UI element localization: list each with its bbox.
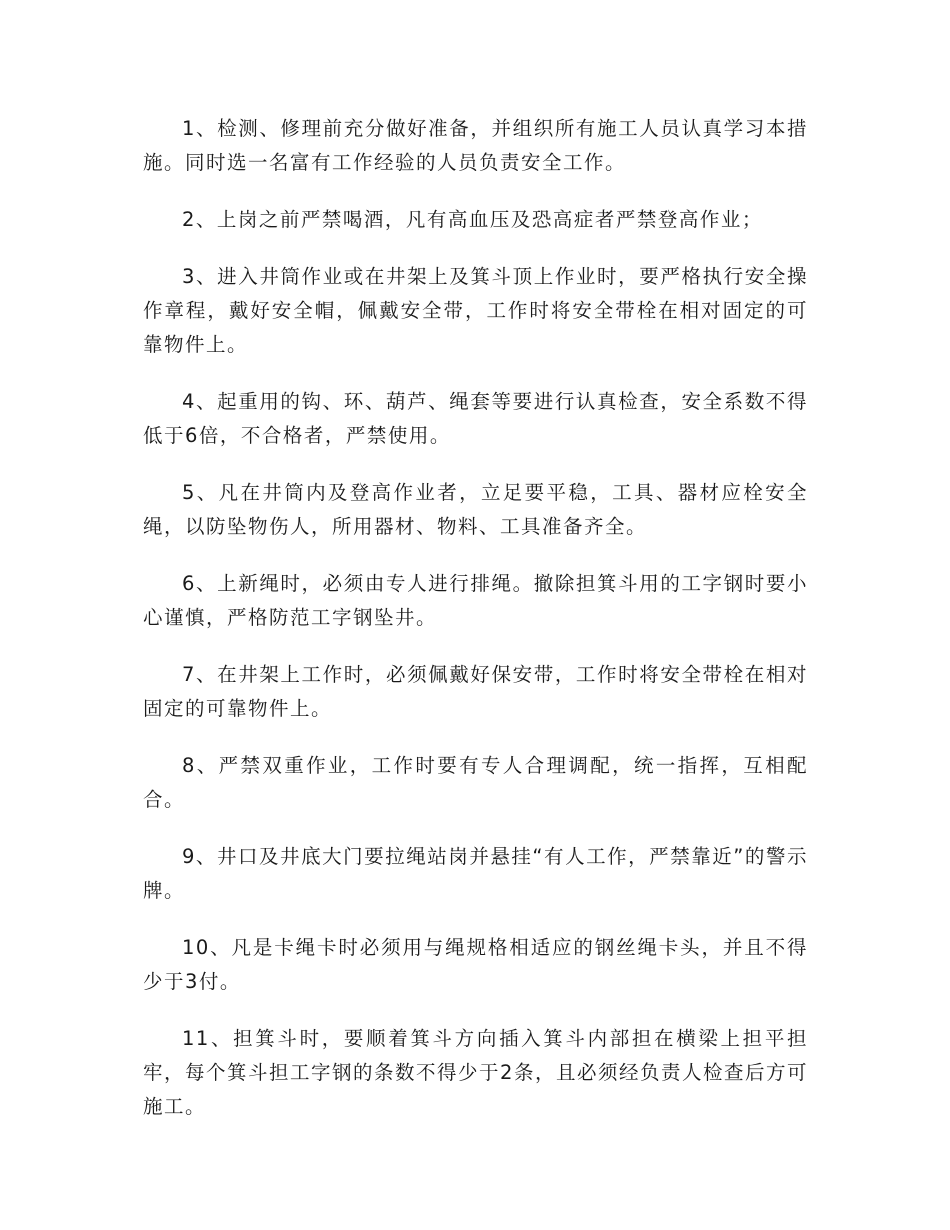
document-body bbox=[143, 112, 808, 1147]
paragraph-11: 11、担箕斗时，要顺着箕斗方向插入箕斗内部担在横梁上担平担牢，每个箕斗担工字钢的条数不得少于2条，且必须经负责人检查后方可施工。 bbox=[143, 1027, 808, 1118]
paragraph-3: 3、进入井筒作业或在井架上及箕斗顶上作业时，要严格执行安全操作章程，戴好安全帽，佩戴安全带，工作时将安全带栓在相对固定的可靠物件上。 bbox=[143, 265, 808, 356]
paragraph-5: 5、凡在井筒内及登高作业者，立足要平稳，工具、器材应栓安全绳，以防坠物伤人，所用器材、物料、工具准备齐全。 bbox=[143, 481, 808, 538]
paragraph-6: 6、上新绳时，必须由专人进行排绳。撤除担箕斗用的工字钢时要小心谨慎，严格防范工字钢坠井。 bbox=[143, 572, 808, 629]
paragraph-8: 8、严禁双重作业，工作时要有专人合理调配，统一指挥，互相配合。 bbox=[143, 754, 808, 811]
paragraph-2: 2、上岗之前严禁喝酒，凡有高血压及恐高症者严禁登高作业； bbox=[182, 208, 763, 231]
paragraph-10: 10、凡是卡绳卡时必须用与绳规格相适应的钢丝绳卡头，并且不得少于3付。 bbox=[143, 936, 808, 993]
paragraph-4: 4、起重用的钩、环、葫芦、绳套等要进行认真检查，安全系数不得低于6倍，不合格者，严禁使用。 bbox=[143, 390, 808, 447]
paragraph-1: 1、检测、修理前充分做好准备，并组织所有施工人员认真学习本措施。同时选一名富有工作经验的人员负责安全工作。 bbox=[143, 117, 808, 174]
paragraph-9: 9、井口及井底大门要拉绳站岗并悬挂“有人工作，严禁靠近”的警示牌。 bbox=[143, 845, 808, 902]
paragraph-7: 7、在井架上工作时，必须佩戴好保安带，工作时将安全带栓在相对固定的可靠物件上。 bbox=[143, 663, 808, 720]
